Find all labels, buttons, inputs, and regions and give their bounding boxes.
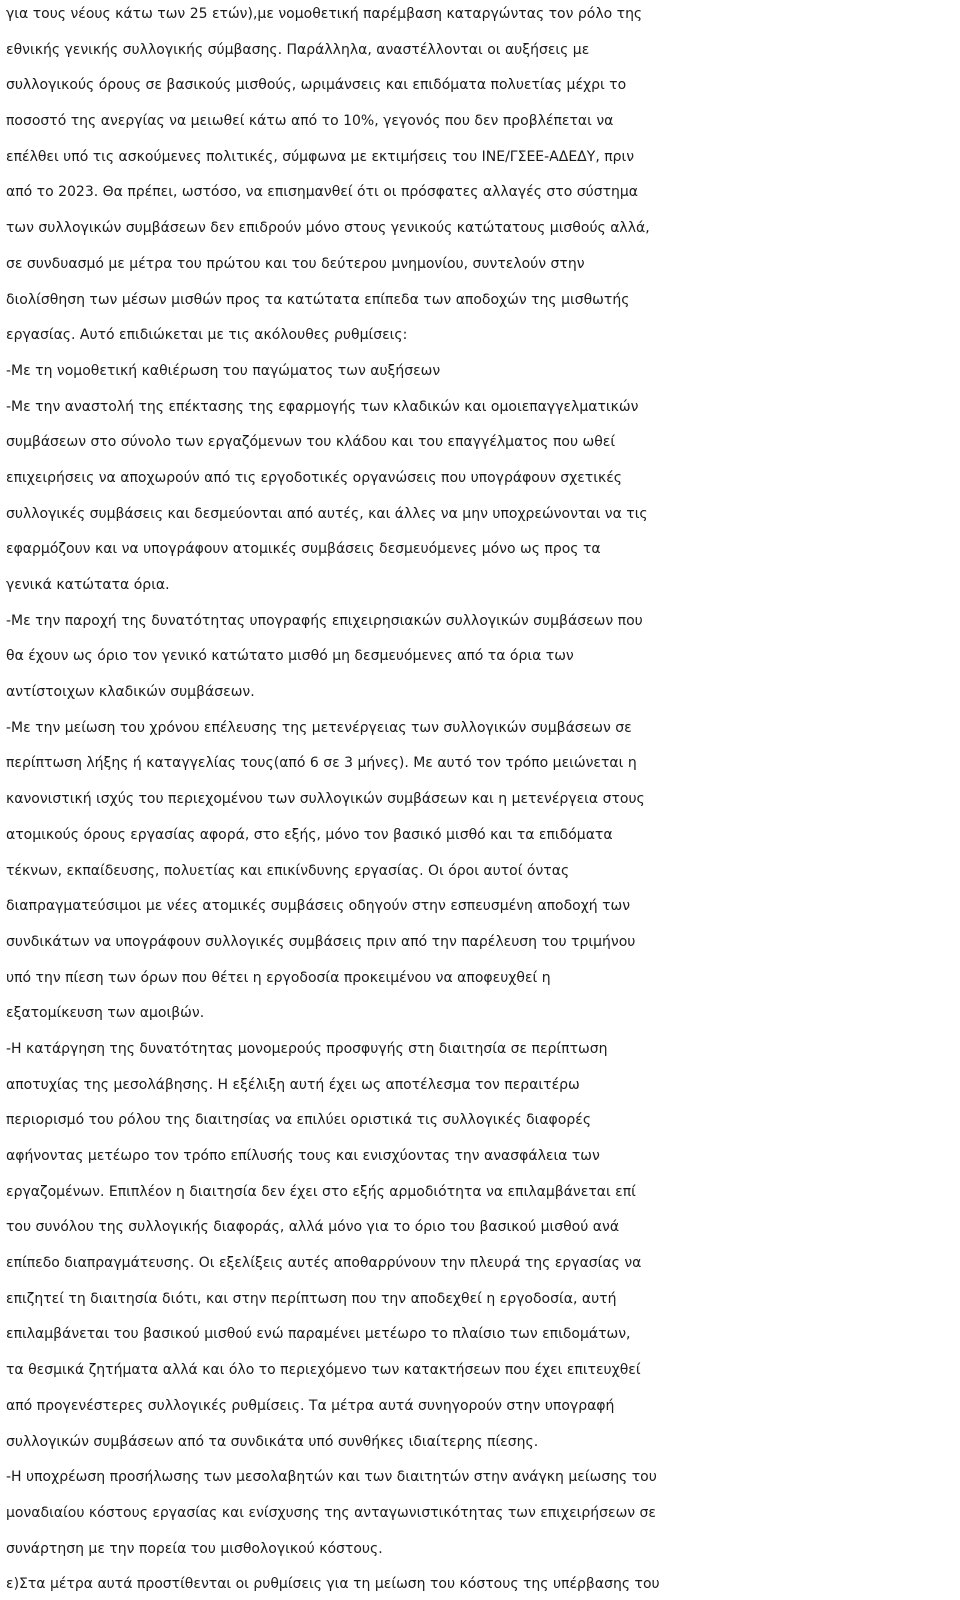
text-line: κανονιστική ισχύς του περιεχομένου των συλλογικών συμβάσεων και η μετενέργεια στους bbox=[6, 791, 645, 808]
text-line: συμβάσεων στο σύνολο των εργαζόμενων του κλάδου και του επαγγέλματος που ωθεί bbox=[6, 434, 616, 451]
text-line: υπό την πίεση των όρων που θέτει η εργοδοσία προκειμένου να αποφευχθεί η bbox=[6, 969, 551, 986]
text-line: γενικά κατώτατα όρια. bbox=[6, 577, 170, 593]
text-line: -Με την αναστολή της επέκτασης της εφαρμογής των κλαδικών και ομοιεπαγγελματικών bbox=[6, 398, 639, 415]
text-line: -Με τη νομοθετική καθιέρωση του παγώματος των αυξήσεων bbox=[6, 362, 441, 379]
text-line: εξατομίκευση των αμοιβών. bbox=[6, 1005, 205, 1022]
text-line: εργασίας. Αυτό επιδιώκεται με τις ακόλουθες ρυθμίσεις: bbox=[6, 327, 408, 344]
text-line: επιλαμβάνεται του βασικού μισθού ενώ παραμένει μετέωρο το πλαίσιο των επιδομάτων, bbox=[6, 1326, 631, 1343]
text-line: τα θεσμικά ζητήματα αλλά και όλο το περιεχόμενο των κατακτήσεων που έχει επιτευχθεί bbox=[6, 1362, 641, 1379]
text-line: ε)Στα μέτρα αυτά προστίθενται οι ρυθμίσεις για τη μείωση του κόστους της υπέρβασης του bbox=[6, 1576, 660, 1593]
text-line: -Με την μείωση του χρόνου επέλευσης της μετενέργειας των συλλογικών συμβάσεων σε bbox=[6, 719, 632, 736]
text-line: συνδικάτων να υπογράφουν συλλογικές συμβάσεις πριν από την παρέλευση του τριμήνου bbox=[6, 933, 636, 950]
text-line: των συλλογικών συμβάσεων δεν επιδρούν μόνο στους γενικούς κατώτατους μισθούς αλλά, bbox=[6, 220, 650, 237]
text-line: αποτυχίας της μεσολάβησης. Η εξέλιξη αυτή έχει ως αποτέλεσμα τον περαιτέρω bbox=[6, 1076, 580, 1093]
text-line: συλλογικούς όρους σε βασικούς μισθούς, ωριμάνσεις και επιδόματα πολυετίας μέχρι το bbox=[6, 77, 627, 94]
text-line: διαπραγματεύσιμοι με νέες ατομικές συμβάσεις οδηγούν στην εσπευσμένη αποδοχή των bbox=[6, 898, 631, 915]
text-line: περιορισμό του ρόλου της διαιτησίας να επιλύει οριστικά τις συλλογικές διαφορές bbox=[6, 1112, 592, 1129]
text-line: αφήνοντας μετέωρο τον τρόπο επίλυσής τους και ενισχύοντας την ανασφάλεια των bbox=[6, 1148, 600, 1164]
text-line: επέλθει υπό τις ασκούμενες πολιτικές, σύμφωνα με εκτιμήσεις του ΙΝΕ/ΓΣΕΕ-ΑΔΕΔΥ, πριν bbox=[6, 148, 635, 165]
text-line: συλλογικών συμβάσεων από τα συνδικάτα υπό συνθήκες ιδιαίτερης πίεσης. bbox=[6, 1433, 539, 1450]
text-line: από προγενέστερες συλλογικές ρυθμίσεις. Τα μέτρα αυτά συνηγορούν στην υπογραφή bbox=[6, 1397, 615, 1414]
text-line: εφαρμόζουν και να υπογράφουν ατομικές συμβάσεις δεσμευόμενες μόνο ως προς τα bbox=[6, 541, 601, 558]
text-line: από το 2023. Θα πρέπει, ωστόσο, να επισημανθεί ότι οι πρόσφατες αλλαγές στο σύστημα bbox=[6, 184, 639, 201]
text-line: τέκνων, εκπαίδευσης, πολυετίας και επικίνδυνης εργασίας. Οι όροι αυτοί όντας bbox=[6, 862, 570, 879]
text-line: μοναδιαίου κόστους εργασίας και ενίσχυσης της ανταγωνιστικότητας των επιχειρήσεων σε bbox=[6, 1504, 657, 1521]
text-line: -Η υποχρέωση προσήλωσης των μεσολαβητών και των διαιτητών στην ανάγκη μείωσης του bbox=[6, 1469, 657, 1486]
text-line: επίπεδο διαπραγμάτευσης. Οι εξελίξεις αυτές αποθαρρύνουν την πλευρά της εργασίας να bbox=[6, 1255, 642, 1272]
text-line: του συνόλου της συλλογικής διαφοράς, αλλά μόνο για το όριο του βασικού μισθού ανά bbox=[6, 1219, 620, 1236]
text-line: θα έχουν ως όριο τον γενικό κατώτατο μισθό μη δεσμευόμενες από τα όρια των bbox=[6, 648, 574, 665]
text-line: επιζητεί τη διαιτησία διότι, και στην περίπτωση που την αποδεχθεί η εργοδοσία, αυτή bbox=[6, 1290, 617, 1307]
text-line: ατομικούς όρους εργασίας αφορά, στο εξής, μόνο τον βασικό μισθό και τα επιδόματα bbox=[6, 826, 613, 843]
text-line: περίπτωση λήξης ή καταγγελίας τους(από 6 σε 3 μήνες). Με αυτό τον τρόπο μειώνεται η bbox=[6, 755, 637, 772]
text-line: αντίστοιχων κλαδικών συμβάσεων. bbox=[6, 684, 255, 701]
text-line: -Με την παροχή της δυνατότητας υπογραφής επιχειρησιακών συλλογικών συμβάσεων που bbox=[6, 612, 643, 629]
text-line: συλλογικές συμβάσεις και δεσμεύονται από αυτές, και άλλες να μην υποχρεώνονται να τις bbox=[6, 505, 648, 522]
text-line: για τους νέους κάτω των 25 ετών),με νομοθετική παρέμβαση καταργώντας τον ρόλο της bbox=[6, 6, 643, 22]
text-line: επιχειρήσεις να αποχωρούν από τις εργοδοτικές οργανώσεις που υπογράφουν σχετικές bbox=[6, 469, 622, 486]
document-body bbox=[6, 0, 956, 1600]
text-line: συνάρτηση με την πορεία του μισθολογικού κόστους. bbox=[6, 1540, 383, 1557]
text-line: -Η κατάργηση της δυνατότητας μονομερούς προσφυγής στη διαιτησία σε περίπτωση bbox=[6, 1040, 608, 1057]
text-line: εθνικής γενικής συλλογικής σύμβασης. Παράλληλα, αναστέλλονται οι αυξήσεις με bbox=[6, 41, 590, 58]
text-line: ποσοστό της ανεργίας να μειωθεί κάτω από το 10%, γεγονός που δεν προβλέπεται να bbox=[6, 113, 614, 130]
text-line: εργαζομένων. Επιπλέον η διαιτησία δεν έχει στο εξής αρμοδιότητα να επιλαμβάνεται επί bbox=[6, 1183, 636, 1200]
text-line: διολίσθηση των μέσων μισθών προς τα κατώτατα επίπεδα των αποδοχών της μισθωτής bbox=[6, 291, 630, 308]
text-line: σε συνδυασμό με μέτρα του πρώτου και του δεύτερου μνημονίου, συντελούν στην bbox=[6, 255, 585, 272]
